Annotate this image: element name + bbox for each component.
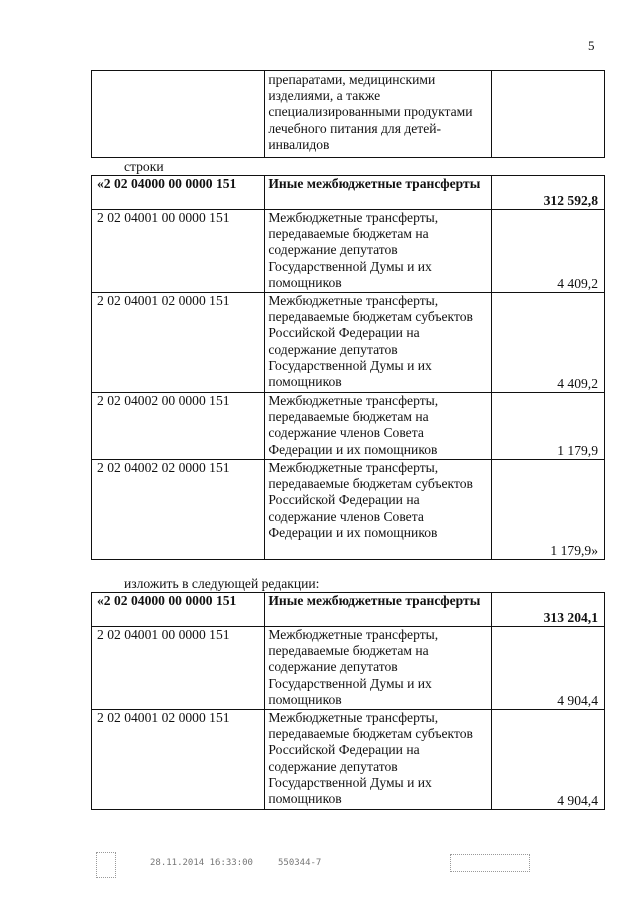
footer-timestamp: 28.11.2014 16:33:00 (150, 858, 253, 868)
label-strings: строки (124, 159, 164, 174)
label-replace: изложить в следующей редакции: (124, 576, 320, 591)
barcode-stamp-icon (450, 854, 530, 872)
row-code: 2 02 04001 02 0000 151 (92, 710, 265, 810)
table-new (91, 592, 605, 810)
row-name: Иные межбюджетные трансферты (265, 176, 492, 210)
row-name: Межбюджетные трансферты, передаваемые бюджетам на содержание депутатов Государственной Думы и их помощников (265, 210, 492, 293)
table-row (92, 71, 605, 158)
row-name: Межбюджетные трансферты, передаваемые бюджетам на содержание членов Совета Федерации и их помощников (265, 393, 492, 460)
table-continuation (91, 70, 605, 158)
table-row (92, 710, 605, 810)
row-code: 2 02 04001 02 0000 151 (92, 293, 265, 393)
row-amount: 1 179,9» (492, 460, 605, 560)
table-old (91, 175, 605, 560)
row-name: Межбюджетные трансферты, передаваемые бюджетам субъектов Российской Федерации на содержание депутатов Государственной Думы и их помощников (265, 293, 492, 393)
row-name: Межбюджетные трансферты, передаваемые бюджетам субъектов Российской Федерации на содержание депутатов Государственной Думы и их помощников (265, 710, 492, 810)
table-row (92, 210, 605, 293)
row-name: Межбюджетные трансферты, передаваемые бюджетам на содержание депутатов Государственной Думы и их помощников (265, 627, 492, 710)
row-amount: 312 592,8 (492, 176, 605, 210)
table-row (92, 593, 605, 627)
row-amount: 313 204,1 (492, 593, 605, 627)
row-code: 2 02 04002 00 0000 151 (92, 393, 265, 460)
row-code: 2 02 04001 00 0000 151 (92, 210, 265, 293)
table-row (92, 176, 605, 210)
row-code: 2 02 04001 00 0000 151 (92, 627, 265, 710)
table-row (92, 627, 605, 710)
row-amount: 4 409,2 (492, 293, 605, 393)
row-code: 2 02 04002 02 0000 151 (92, 460, 265, 560)
row-amount: 4 409,2 (492, 210, 605, 293)
page-number: 5 (588, 38, 595, 53)
table-row (92, 293, 605, 393)
continuation-text: препаратами, медицинскими изделиями, а также специализированными продуктами лечебного питания для детей-инвалидов (265, 71, 492, 158)
row-name: Межбюджетные трансферты, передаваемые бюджетам субъектов Российской Федерации на содержание членов Совета Федерации и их помощников (265, 460, 492, 560)
footer-doc-id: 550344-7 (278, 858, 322, 868)
row-name: Иные межбюджетные трансферты (265, 593, 492, 627)
seal-stamp-icon (96, 852, 116, 878)
row-amount: 1 179,9 (492, 393, 605, 460)
row-amount: 4 904,4 (492, 627, 605, 710)
table-row (92, 393, 605, 460)
row-code: «2 02 04000 00 0000 151 (92, 176, 265, 210)
table-row (92, 460, 605, 560)
row-code: «2 02 04000 00 0000 151 (92, 593, 265, 627)
row-amount: 4 904,4 (492, 710, 605, 810)
